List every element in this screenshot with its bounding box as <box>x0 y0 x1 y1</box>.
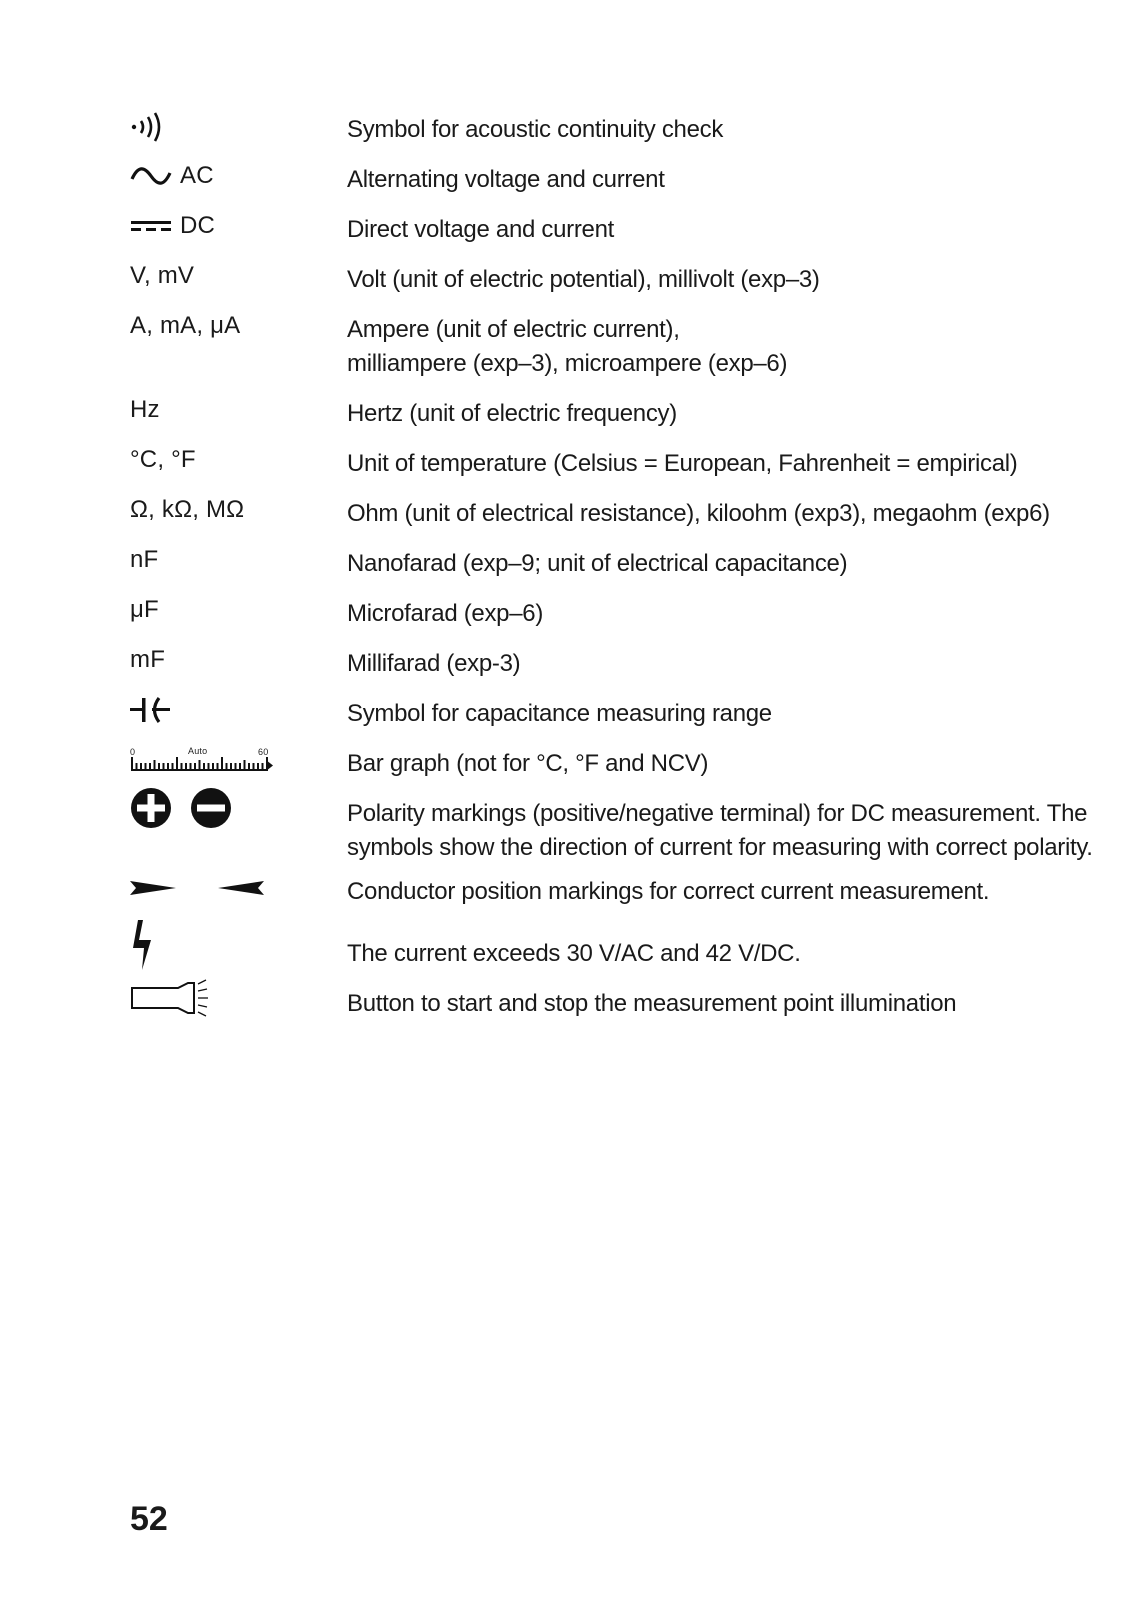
description: Symbol for acoustic continuity check <box>347 116 724 143</box>
legend-row-conductor-position <box>0 868 1136 908</box>
symbol-label: mF <box>130 646 166 673</box>
symbol-cell <box>130 978 212 1018</box>
legend-row-ohm <box>0 490 1136 530</box>
symbol-label: μF <box>130 596 159 623</box>
legend-row-hertz <box>0 390 1136 430</box>
description: Alternating voltage and current <box>347 166 665 193</box>
symbol-label: V, mV <box>130 262 195 289</box>
legend-row-high-voltage <box>0 930 1136 970</box>
description: Button to start and stop the measurement point illumination <box>347 990 957 1017</box>
description: Hertz (unit of electric frequency) <box>347 400 677 427</box>
high-voltage-icon <box>130 918 156 974</box>
legend-row-volt <box>0 256 1136 296</box>
bar-graph-mode-label: Auto <box>188 746 208 756</box>
description: Millifarad (exp-3) <box>347 650 521 677</box>
symbol-cell <box>130 868 264 908</box>
symbol-label: AC <box>180 162 214 189</box>
symbol-label: Ω, kΩ, MΩ <box>130 496 245 523</box>
description: The current exceeds 30 V/AC and 42 V/DC. <box>347 940 801 967</box>
description: Direct voltage and current <box>347 216 615 243</box>
legend-row-millifarad <box>0 640 1136 680</box>
description: Bar graph (not for °C, °F and NCV) <box>347 750 709 777</box>
symbol-cell <box>130 156 214 196</box>
continuity-icon <box>130 110 170 142</box>
capacitor-icon <box>130 696 172 724</box>
bar-graph-start-label: 0 <box>130 747 136 757</box>
description: Conductor position markings for correct current measurement. <box>347 878 990 905</box>
right-pointer-icon <box>130 879 176 897</box>
legend-row-polarity <box>0 790 1136 861</box>
legend-row-ampere <box>0 306 1136 377</box>
symbol-cell <box>130 788 232 828</box>
negative-terminal-icon <box>190 787 232 829</box>
positive-terminal-icon <box>130 787 172 829</box>
legend-row-bar-graph <box>0 740 1136 780</box>
legend-row-microfarad <box>0 590 1136 630</box>
description: Nanofarad (exp–9; unit of electrical capacitance) <box>347 550 848 577</box>
description: Polarity markings (positive/negative terminal) for DC measurement. The symbols show the direction of current for measuring with correct polarity. <box>347 800 1093 861</box>
symbol-label: nF <box>130 546 159 573</box>
legend-row-ac <box>0 156 1136 196</box>
symbol-cell <box>130 106 170 146</box>
symbol-label: A, mA, μA <box>130 312 241 339</box>
left-pointer-icon <box>218 879 264 897</box>
description: Ohm (unit of electrical resistance), kiloohm (exp3), megaohm (exp6) <box>347 500 1050 527</box>
description: Unit of temperature (Celsius = European, Fahrenheit = empirical) <box>347 450 1018 477</box>
description: Microfarad (exp–6) <box>347 600 544 627</box>
dc-icon <box>130 216 172 236</box>
symbol-label: DC <box>180 212 216 239</box>
page-number: 52 <box>130 1500 168 1538</box>
legend-row-continuity <box>0 106 1136 146</box>
symbol-label: °C, °F <box>130 446 196 473</box>
legend-row-dc <box>0 206 1136 246</box>
bar-graph-icon <box>130 744 276 776</box>
bar-graph-end-label: 60 <box>258 747 269 757</box>
legend-row-capacitance <box>0 690 1136 730</box>
symbol-cell <box>130 740 276 780</box>
symbol-label: Hz <box>130 396 160 423</box>
legend-row-nanofarad <box>0 540 1136 580</box>
description: Volt (unit of electric potential), millivolt (exp–3) <box>347 266 820 293</box>
ac-wave-icon <box>130 164 172 188</box>
description: Symbol for capacitance measuring range <box>347 700 772 727</box>
flashlight-icon <box>130 978 212 1018</box>
legend-row-temperature <box>0 440 1136 480</box>
description: Ampere (unit of electric current), milliampere (exp–3), microampere (exp–6) <box>347 316 788 377</box>
legend-row-illumination <box>0 980 1136 1020</box>
symbol-cell <box>130 690 172 730</box>
symbol-cell <box>130 206 215 246</box>
symbol-cell <box>130 918 156 974</box>
